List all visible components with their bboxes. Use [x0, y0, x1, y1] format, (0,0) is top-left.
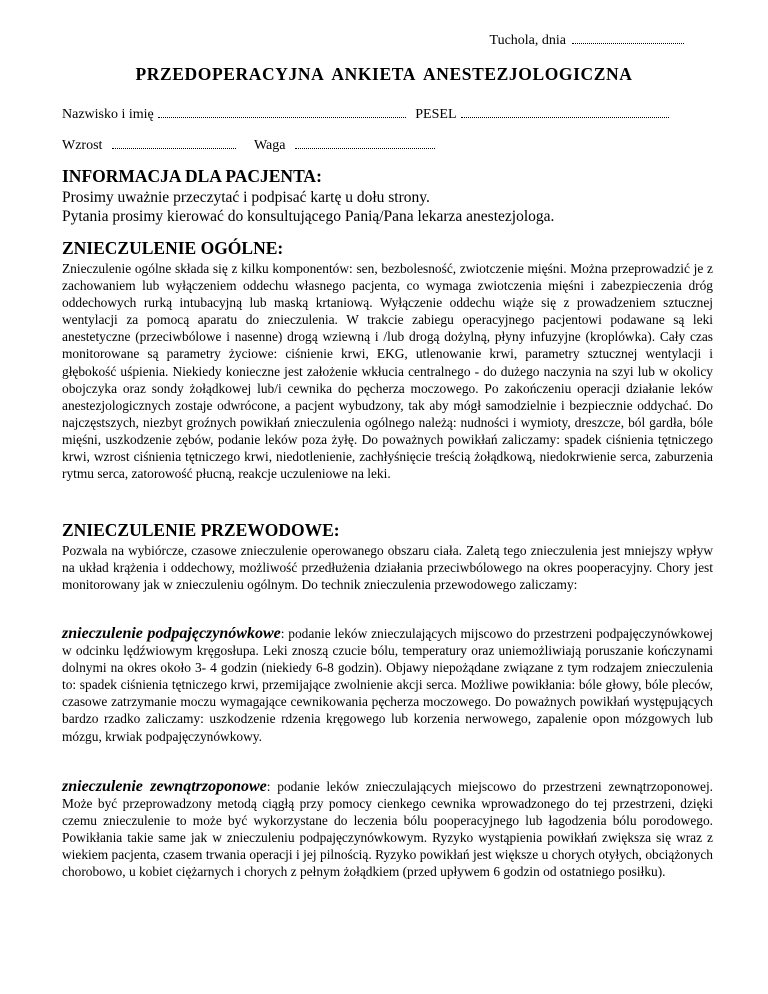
general-anesthesia-heading: ZNIECZULENIE OGÓLNE:: [62, 238, 284, 258]
height-weight-row: [62, 137, 435, 154]
height-label: Wzrost: [62, 138, 103, 153]
spinal-term: znieczulenie podpajęczynówkowe: [62, 625, 281, 642]
epidural-text: : podanie leków znieczulających miejscowo do przestrzeni zewnątrzoponowej. Może być przeprowadzony metodą ciągłą przy pomocy cienkego cewnika wprowadzonego do tej przestrzeni, dzięki czemu znieczulenie to może być wykorzystane do leczenia bólu pooperacyjnego lub łagodzenia bólu porodowego. Powikłania takie same jak w znieczuleniu podpajęczynówkowym. Ryzyko wystąpienia powikłań zwiększa się wraz z wiekiem pacjenta, czasem trwania operacji i jej pilnością. Ryzyko powikłań jest większe u chorych otyłych, obciążonych chorobowo, u kobiet ciężarnych i chorych z pełnym żołądkiem (przed upływem 6 godzin od ostatniego posiłku).: [62, 779, 714, 880]
height-field[interactable]: [112, 137, 236, 149]
info-line: Prosimy uważnie przeczytać i podpisać kartę u dołu strony.: [62, 189, 430, 206]
general-anesthesia-text: Znieczulenie ogólne składa się z kilku komponentów: sen, bezbolesność, zwiotczenie mięśni. Można przeprowadzić je z zachowaniem lub wyłączeniem oddechu własnego pacjenta, co wymaga zwiotczenia mięśni i zabezpieczenia dróg oddechowych rurką intubacyjną lub maską krtaniową. Wyłączenie oddechu wiąże się z prowadzeniem sztucznej wentylacji za pomocą aparatu do znieczulenia. W trakcie zabiegu operacyjnego pacjentowi podawane są leki anestetyczne (przeciwbólowe i nasenne) drogą wziewną i /lub drogą dożylną, płyny infuzyjne (kroplówka). Cały czas monitorowane są parametry życiowe: ciśnienie krwi, EKG, utlenowanie krwi, parametry sztucznej wentylacji i głębokość uśpienia. Niekiedy konieczne jest założenie wkłucia centralnego - do dużego naczynia na szyi lub w okolicy obojczyka oraz sondy żołądkowej lub/i cewnika do pęcherza moczowego. Po zakończeniu operacji działanie leków anestezjologicznych zostaje odwrócone, a pacjent wybudzony, tak aby mógł samodzielnie i bezpiecznie oddychać. Do najczęstszych, niezbyt groźnych powikłań znieczulenia ogólnego należą: nudności i wymioty, dreszcze, ból gardła, bóle mięśni, uszkodzenie zębów, podanie leków poza żyłę. Do poważnych powikłań zaliczamy: spadek ciśnienia tętniczego krwi, wzrost ciśnienia tętniczego krwi, niedotlenienie, zachłyśnięcie treścią żołądkową, niedokrwienie serca, zaburzenia rytmu serca, zatorowość płucną, reakcje uczuleniowe na leki.: [62, 261, 713, 482]
name-label: Nazwisko i imię: [62, 107, 154, 122]
date-field[interactable]: [572, 33, 684, 44]
name-pesel-row: [62, 106, 669, 123]
info-block: [62, 188, 554, 226]
regional-anesthesia-text: Pozwala na wybiórcze, czasowe znieczulenie operowanego obszaru ciała. Zaletą tego znieczulenia jest mniejszy wpływ na układ krążenia i oddechowy, możliwość przedłużenia działania przeciwbólowego na okres pooperacyjny. Chory jest monitorowany jak w znieczuleniu ogólnym. Do technik znieczulenia przewodowego zaliczamy:: [62, 543, 713, 593]
spinal-text: : podanie leków znieczulających mijscowo do przestrzeni podpajęczynówkowej w odcinku lędźwiowym kręgosłupa. Leki znoszą czucie bólu, temperatury oraz uniemożliwiają poruszanie kończynami dolnymi na okres około 3- 4 godzin (niekiedy 6-8 godzin). Objawy niepożądane związane z tym rodzajem znieczulenia to: spadek ciśnienia tętniczego krwi, przemijające zwolnienie akcji serca. Możliwe powikłania: bóle głowy, bóle pleców, czasowe zatrzymanie moczu wymagające cewnikowania pęcherza moczowego. Do poważnych powikłań występujących bardzo rzadko zaliczamy: uszkodzenie rdzenia kręgowego lub korzenia nerwowego, zapalenie opon mózgowych lub mózgu, krwiak podpajęczynówkowy.: [62, 626, 713, 744]
regional-anesthesia-heading: ZNIECZULENIE PRZEWODOWE:: [62, 520, 340, 540]
pesel-field[interactable]: [461, 106, 669, 118]
weight-field[interactable]: [295, 137, 435, 149]
epidural-anesthesia-paragraph: [62, 778, 713, 881]
info-heading: INFORMACJA DLA PACJENTA:: [62, 166, 322, 186]
place-date-line: [490, 33, 684, 49]
document-title: PRZEDOPERACYJNA ANKIETA ANESTEZJOLOGICZNA: [135, 64, 633, 84]
epidural-term: znieczulenie zewnątrzoponowe: [62, 778, 267, 795]
spinal-anesthesia-paragraph: [62, 625, 713, 745]
place-label: Tuchola, dnia: [489, 33, 566, 48]
pesel-label: PESEL: [415, 107, 457, 122]
name-field[interactable]: [158, 106, 406, 118]
weight-label: Waga: [253, 138, 286, 153]
info-line: Pytania prosimy kierować do konsultującego Panią/Pana lekarza anestezjologa.: [62, 208, 555, 225]
